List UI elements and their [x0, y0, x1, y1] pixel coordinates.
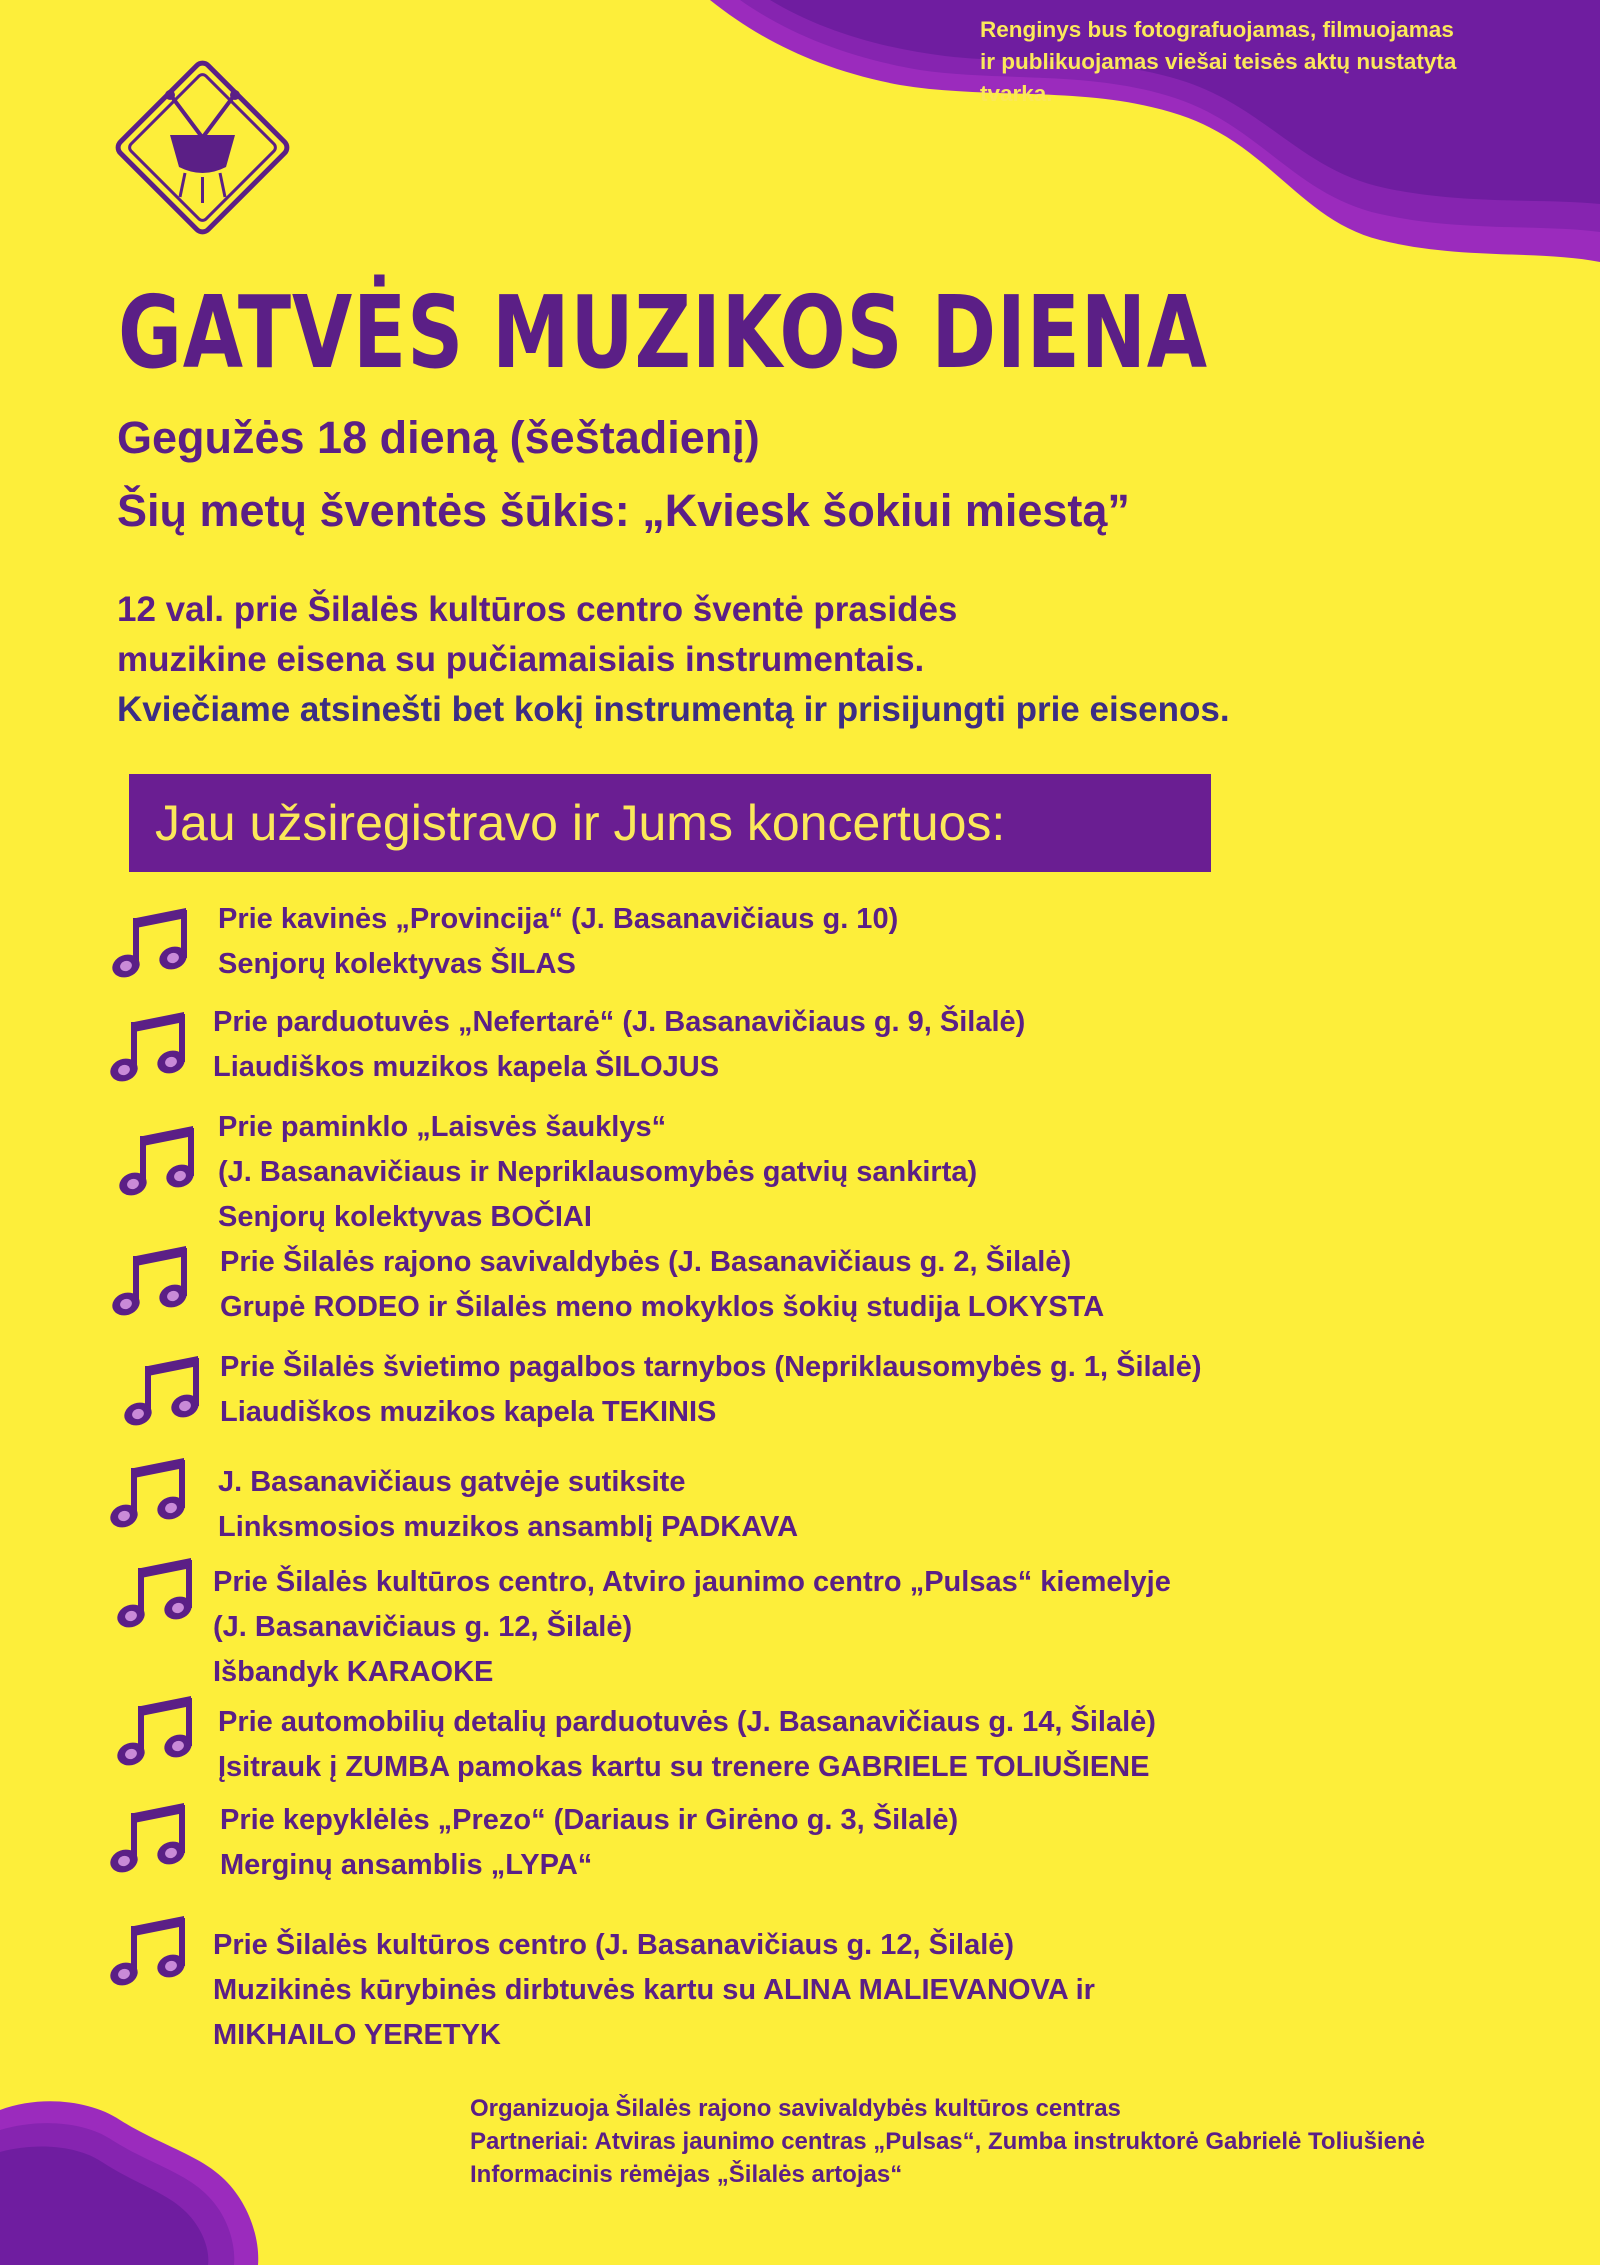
list-item-line: Išbandyk KARAOKE [213, 1656, 494, 1688]
list-item-line: Senjorų kolektyvas ŠILAS [218, 948, 576, 980]
music-note-icon [115, 1552, 197, 1634]
photo-notice-line: tvarka. [980, 81, 1053, 106]
list-item-line: Prie Šilalės kultūros centro (J. Basanavičiaus g. 12, Šilalė) [213, 1929, 1015, 1961]
music-note-icon [108, 1452, 190, 1534]
list-item-line: Prie automobilių detalių parduotuvės (J. Basanavičiaus g. 14, Šilalė) [218, 1706, 1156, 1738]
music-note-icon [122, 1350, 204, 1432]
list-item-line: Prie paminklo „Laisvės šauklys“ [218, 1111, 667, 1143]
music-note-icon [115, 1690, 197, 1772]
list-item-text [213, 1000, 1025, 1090]
performers-banner: Jau užsiregistravo ir Jums koncertuos: [129, 774, 1211, 872]
list-item-line: Liaudiškos muzikos kapela ŠILOJUS [213, 1051, 720, 1083]
list-item-line: J. Basanavičiaus gatvėje sutiksite [218, 1466, 686, 1498]
list-item-line: Grupė RODEO ir Šilalės meno mokyklos šokių studija LOKYSTA [220, 1291, 1105, 1323]
photo-notice-line: Renginys bus fotografuojamas, filmuojamas [980, 17, 1454, 42]
footer-media-sponsor: Informacinis rėmėjas „Šilalės artojas“ [470, 2161, 903, 2188]
list-item-line: Muzikinės kūrybinės dirbtuvės kartu su ALINA MALIEVANOVA ir [213, 1974, 1095, 2006]
list-item-line: Prie kepyklėlės „Prezo“ (Dariaus ir Girėno g. 3, Šilalė) [220, 1804, 959, 1836]
list-item-line: Prie Šilalės rajono savivaldybės (J. Basanavičiaus g. 2, Šilalė) [220, 1246, 1072, 1278]
list-item-text [218, 1700, 1156, 1790]
music-note-icon [110, 1240, 192, 1322]
list-item-text [213, 1560, 1171, 1695]
intro-line: muzikine eisena su pučiamaisiais instrumentais. [117, 640, 925, 679]
event-title: GATVĖS MUZIKOS DIENA [118, 274, 1208, 391]
list-item-text [220, 1798, 958, 1888]
footer-organizer: Organizuoja Šilalės rajono savivaldybės kultūros centras [470, 2095, 1121, 2122]
list-item-text [218, 1105, 977, 1240]
list-item-line: Linksmosios muzikos ansamblį PADKAVA [218, 1511, 799, 1543]
list-item-line: Prie kavinės „Provincija“ (J. Basanavičiaus g. 10) [218, 903, 899, 935]
list-item-text [218, 1460, 798, 1550]
list-item-line: (J. Basanavičiaus g. 12, Šilalė) [213, 1611, 633, 1643]
list-item-line: Senjorų kolektyvas BOČIAI [218, 1201, 592, 1233]
event-date: Gegužės 18 dieną (šeštadienį) [117, 412, 760, 463]
intro-invitation: Kviečiame atsinešti bet kokį instrumentą ir prisijungti prie eisenos. [117, 690, 1230, 729]
list-item-line: (J. Basanavičiaus ir Nepriklausomybės gatvių sankirta) [218, 1156, 978, 1188]
list-item-text [218, 897, 898, 987]
intro-line: 12 val. prie Šilalės kultūros centro šventė prasidės [117, 590, 958, 629]
footer-partners: Partneriai: Atviras jaunimo centras „Pulsas“, Zumba instruktorė Gabrielė Toliušienė [470, 2128, 1425, 2155]
list-item-line: Prie Šilalės švietimo pagalbos tarnybos (Nepriklausomybės g. 1, Šilalė) [220, 1351, 1202, 1383]
list-item-text [220, 1240, 1104, 1330]
event-motto: Šių metų šventės šūkis: „Kviesk šokiui miestą” [117, 485, 1130, 536]
footer-credits [470, 2092, 1425, 2191]
list-item-line: Prie Šilalės kultūros centro, Atviro jaunimo centro „Pulsas“ kiemelyje [213, 1566, 1171, 1598]
music-note-icon [117, 1120, 199, 1202]
music-note-icon [110, 902, 192, 984]
music-note-icon [108, 1006, 190, 1088]
music-note-icon [108, 1797, 190, 1879]
photo-notice-line: ir publikuojamas viešai teisės aktų nustatyta [980, 49, 1457, 74]
list-item-line: MIKHAILO YERETYK [213, 2019, 501, 2051]
list-item-line: Prie parduotuvės „Nefertarė“ (J. Basanavičiaus g. 9, Šilalė) [213, 1006, 1026, 1038]
list-item-text [213, 1923, 1095, 2058]
list-item-line: Įsitrauk į ZUMBA pamokas kartu su trenere GABRIELE TOLIUŠIENE [218, 1751, 1150, 1783]
music-note-icon [108, 1910, 190, 1992]
list-item-text [220, 1345, 1202, 1435]
list-item-line: Merginų ansamblis „LYPA“ [220, 1849, 593, 1881]
list-item-line: Liaudiškos muzikos kapela TEKINIS [220, 1396, 717, 1428]
